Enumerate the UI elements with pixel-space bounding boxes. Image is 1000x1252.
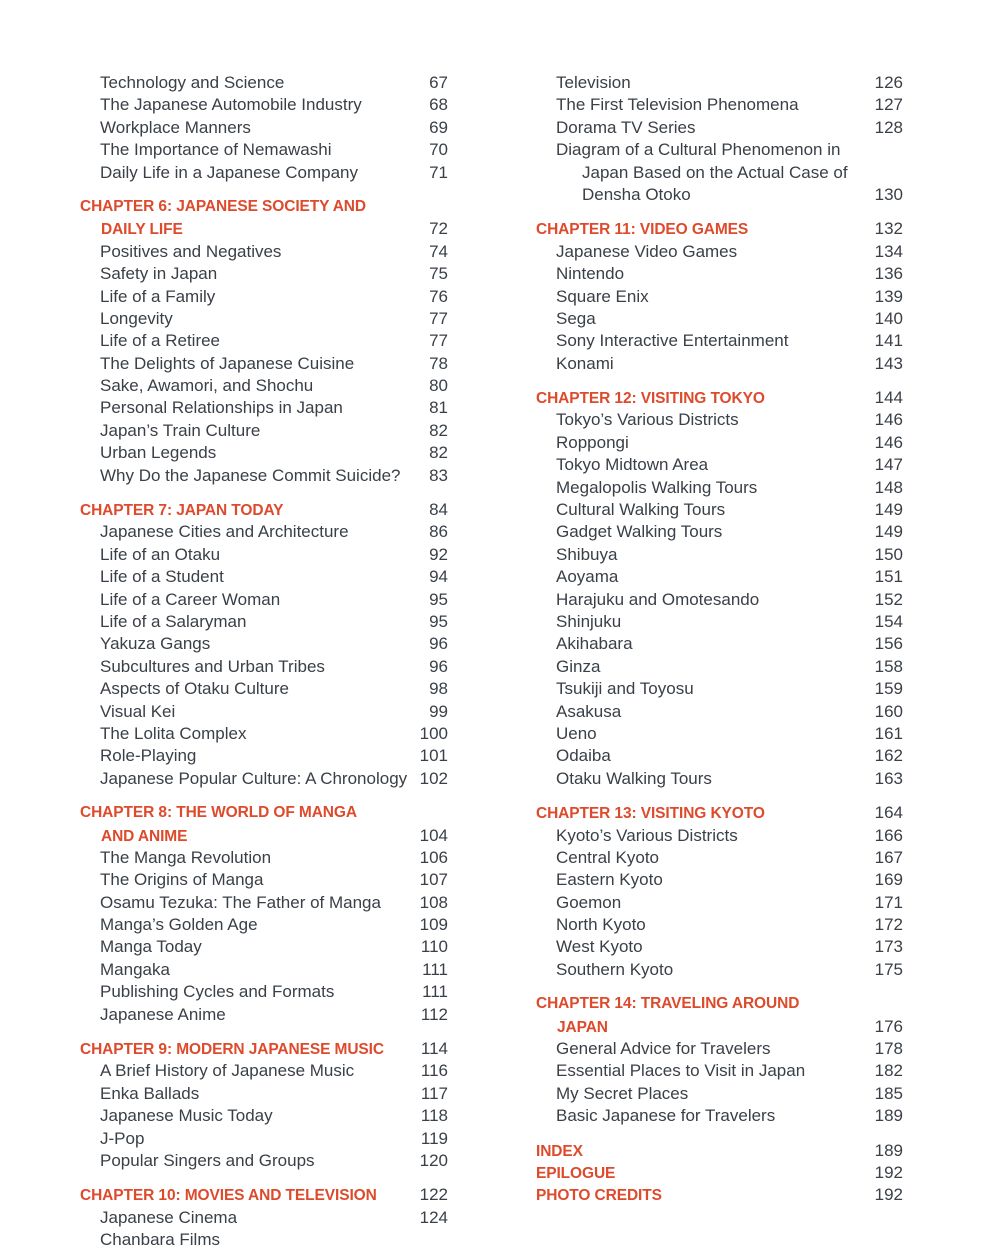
toc-chapter-heading [536,1162,903,1184]
toc-entry-label: Shinjuku [556,611,622,631]
toc-entry [536,409,903,431]
toc-entry [536,723,903,745]
toc-entry-label: Life of a Retiree [100,331,221,351]
toc-entry-label: Ginza [556,656,601,676]
toc-entry [80,566,448,588]
toc-page-number: 128 [874,117,903,137]
toc-chapter-label: EPILOGUE [536,1164,616,1182]
toc-entry [80,544,448,566]
toc-entry-label: The Lolita Complex [100,723,247,743]
toc-entry [536,869,903,891]
toc-page-number: 78 [429,353,448,373]
toc-chapter-label: JAPAN [557,1018,608,1036]
toc-entry-label: Harajuku and Omotesando [556,589,760,609]
toc-entry [80,1229,448,1251]
toc-entry [536,162,903,184]
toc-entry-label: Mangaka [100,959,170,979]
toc-page-number: 152 [874,589,903,609]
toc-chapter-heading [536,218,903,240]
toc-page-number: 95 [429,589,448,609]
toc-chapter-label: DAILY LIFE [101,221,183,239]
toc-entry [80,701,448,723]
toc-entry-label: Personal Relationships in Japan [100,398,343,418]
toc-entry [536,94,903,116]
toc-page-number: 144 [874,388,903,408]
toc-entry-label: Gadget Walking Tours [556,522,723,542]
toc-chapter-heading [536,1184,903,1206]
toc-chapter-label: CHAPTER 13: VISITING KYOTO [536,805,765,823]
toc-entry [80,914,448,936]
toc-entry-label: Life of a Student [100,567,224,587]
toc-entry-label: Tokyo Midtown Area [556,455,709,475]
toc-page-number: 143 [874,353,903,373]
toc-page-number: 75 [429,264,448,284]
toc-page-number: 151 [874,567,903,587]
toc-entry [80,892,448,914]
toc-entry [536,263,903,285]
toc-entry [536,566,903,588]
toc-page-number: 119 [420,1128,448,1148]
toc-page-number: 192 [874,1185,903,1205]
toc-entry [536,117,903,139]
toc-page-number: 124 [419,1207,448,1227]
toc-entry-label: The Manga Revolution [100,847,272,867]
toc-entry [80,465,448,487]
toc-entry [536,1083,903,1105]
toc-entry [536,286,903,308]
toc-entry-label: Longevity [100,308,173,328]
toc-entry-label: Goemon [556,892,622,912]
toc-entry [536,544,903,566]
toc-entry-label: Life of a Career Woman [100,589,281,609]
toc-entry-label: Osamu Tezuka: The Father of Manga [100,892,381,912]
toc-chapter-label: PHOTO CREDITS [536,1187,662,1205]
toc-entry-label: Tsukiji and Toyosu [556,679,694,699]
toc-page-number: 114 [420,1039,448,1059]
toc-page-number: 160 [874,701,903,721]
toc-page-number: 112 [420,1004,448,1024]
toc-entry [80,521,448,543]
toc-entry [536,768,903,790]
toc-chapter-label: CHAPTER 6: JAPANESE SOCIETY AND [80,197,366,215]
toc-entry-label: Japanese Cities and Architecture [100,522,349,542]
toc-entry [80,1105,448,1127]
toc-entry-label: Daily Life in a Japanese Company [100,162,358,182]
toc-entry [80,936,448,958]
toc-page-number: 172 [874,915,903,935]
toc-entry [80,162,448,184]
toc-page-number: 175 [874,959,903,979]
toc-entry [536,892,903,914]
toc-page-number: 82 [429,443,448,463]
toc-page-number: 176 [874,1016,903,1036]
toc-page-number: 71 [429,162,448,182]
toc-entry-label: Life of a Salaryman [100,611,247,631]
toc-page-number: 68 [429,95,448,115]
toc-page-number: 117 [420,1083,448,1103]
toc-page-number: 169 [874,870,903,890]
toc-chapter-label: INDEX [536,1142,583,1160]
toc-entry-label: Safety in Japan [100,264,218,284]
toc-entry [80,589,448,611]
toc-chapter-heading [80,802,448,824]
toc-page-number: 122 [419,1185,448,1205]
toc-entry [80,139,448,161]
toc-page-number: 146 [874,432,903,452]
toc-entry-label: Subcultures and Urban Tribes [100,656,325,676]
toc-entry [80,1004,448,1026]
toc-page-number: 104 [419,825,448,845]
toc-entry-label: Japanese Video Games [556,241,738,261]
toc-page-number: 147 [874,455,903,475]
toc-page-number: 132 [874,219,903,239]
toc-entry-label: Odaiba [556,746,611,766]
toc-page-number: 102 [419,768,448,788]
toc-page-number: 185 [874,1083,903,1103]
toc-entry-label: Japanese Music Today [100,1106,273,1126]
toc-page-number: 130 [874,184,903,204]
toc-column-left [80,72,448,1252]
toc-entry [536,745,903,767]
toc-page-number: 76 [429,286,448,306]
toc-entry [80,633,448,655]
toc-page-number: 182 [874,1061,903,1081]
toc-entry-label: Aspects of Otaku Culture [100,679,289,699]
toc-entry-label: West Kyoto [556,937,643,957]
toc-entry [536,308,903,330]
toc-page-number: 74 [429,241,448,261]
toc-page-number: 118 [420,1106,448,1126]
toc-page-number: 109 [419,915,448,935]
toc-entry-label: Enka Ballads [100,1083,200,1103]
toc-entry-label: General Advice for Travelers [556,1039,771,1059]
toc-entry [536,589,903,611]
toc-entry-label: Sega [556,308,596,328]
toc-entry [80,723,448,745]
toc-entry [536,1038,903,1060]
toc-chapter-label: CHAPTER 9: MODERN JAPANESE MUSIC [80,1041,384,1059]
toc-entry [80,1128,448,1150]
toc-entry [80,1207,448,1229]
toc-entry-label: Megalopolis Walking Tours [556,477,758,497]
toc-entry-label: Why Do the Japanese Commit Suicide? [100,465,401,485]
toc-entry-label: Technology and Science [100,73,285,92]
toc-page-number: 86 [429,522,448,542]
toc-entry [536,241,903,263]
toc-entry-label: Life of an Otaku [100,544,221,564]
toc-entry-label: Square Enix [556,286,649,306]
toc-page-number: 159 [874,679,903,699]
toc-entry-label: Densha Otoko [582,184,691,204]
toc-page-number: 173 [874,937,903,957]
toc-entry-label: The Importance of Nemawashi [100,140,332,160]
toc-entry-label: Diagram of a Cultural Phenomenon in [556,140,841,160]
toc-chapter-label: CHAPTER 12: VISITING TOKYO [536,390,765,408]
toc-entry-label: Basic Japanese for Travelers [556,1106,776,1126]
toc-entry [536,611,903,633]
toc-entry-label: Visual Kei [100,701,176,721]
toc-chapter-heading [80,825,448,847]
toc-entry-label: Television [556,73,631,92]
toc-page-number: 72 [429,219,448,239]
toc-entry-label: A Brief History of Japanese Music [100,1061,355,1081]
toc-page-number: 98 [429,679,448,699]
toc-entry [80,397,448,419]
toc-page-number: 178 [874,1039,903,1059]
toc-page-number: 95 [429,611,448,631]
toc-entry-label: Manga’s Golden Age [100,915,258,935]
toc-page-number: 140 [874,308,903,328]
toc-entry [80,117,448,139]
toc-page-number: 164 [874,803,903,823]
toc-entry-label: Konami [556,353,614,373]
toc-page-number: 192 [874,1162,903,1182]
toc-chapter-heading [80,499,448,521]
toc-entry-label: Yakuza Gangs [100,634,211,654]
toc-page-number: 100 [419,723,448,743]
toc-entry-label: J-Pop [100,1128,145,1148]
toc-entry-label: Role-Playing [100,746,197,766]
toc-page-number: 84 [429,500,448,520]
toc-column-right [536,72,903,1207]
toc-chapter-heading [80,1184,448,1206]
toc-page-number: 136 [874,264,903,284]
toc-entry-label: Japanese Popular Culture: A Chronology [100,768,408,788]
toc-page-number: 96 [429,634,448,654]
toc-chapter-label: CHAPTER 8: THE WORLD OF MANGA [80,804,357,822]
toc-entry-label: Ueno [556,723,597,743]
toc-page-number: 83 [429,465,448,485]
toc-entry-label: Kyoto’s Various Districts [556,825,738,845]
toc-page-number: 139 [874,286,903,306]
toc-page-number: 111 [422,982,448,1002]
toc-entry [80,768,448,790]
toc-page-number: 158 [874,656,903,676]
toc-chapter-heading [536,1016,903,1038]
toc-page-number: 167 [874,847,903,867]
toc-page-number: 146 [874,410,903,430]
toc-entry-label: Shibuya [556,544,618,564]
toc-entry [80,656,448,678]
toc-entry [80,442,448,464]
toc-page-number: 70 [429,140,448,160]
toc-entry-label: The Origins of Manga [100,870,264,890]
toc-entry [80,1150,448,1172]
toc-page-number: 149 [874,500,903,520]
toc-entry-label: Central Kyoto [556,847,659,867]
toc-entry [536,330,903,352]
toc-page-number: 82 [429,420,448,440]
toc-page-number: 163 [874,768,903,788]
toc-entry [80,330,448,352]
toc-entry-label: Japan Based on the Actual Case of [582,162,848,182]
toc-entry-label: My Secret Places [556,1083,689,1103]
toc-entry-label: Aoyama [556,567,619,587]
toc-entry-label: Workplace Manners [100,117,251,137]
toc-entry-label: Asakusa [556,701,622,721]
toc-page-number: 148 [874,477,903,497]
toc-entry [80,308,448,330]
toc-entry-label: Eastern Kyoto [556,870,663,890]
toc-page-number: 69 [429,117,448,137]
toc-entry-label: Sony Interactive Entertainment [556,331,789,351]
toc-entry [536,825,903,847]
toc-page-number: 126 [874,73,903,92]
toc-entry [80,286,448,308]
toc-entry [536,914,903,936]
toc-page-number: 94 [429,567,448,587]
toc-entry [536,139,903,161]
toc-entry [536,499,903,521]
toc-page-number: 166 [874,825,903,845]
toc-page-number: 81 [429,398,448,418]
toc-page-number: 171 [874,892,903,912]
toc-page-number: 156 [874,634,903,654]
toc-chapter-heading [80,218,448,240]
toc-chapter-heading [80,196,448,218]
toc-entry [80,611,448,633]
toc-entry [80,745,448,767]
toc-page-number: 80 [429,376,448,396]
toc-entry [536,1060,903,1082]
toc-page-number: 108 [419,892,448,912]
toc-entry [536,184,903,206]
toc-entry [536,1105,903,1127]
toc-entry-label: Urban Legends [100,443,217,463]
toc-chapter-label: CHAPTER 11: VIDEO GAMES [536,221,749,239]
toc-chapter-heading [536,1140,903,1162]
toc-entry-label: Southern Kyoto [556,959,674,979]
toc-entry [80,1083,448,1105]
toc-entry [536,633,903,655]
toc-entry-label: North Kyoto [556,915,646,935]
toc-page-number: 150 [874,544,903,564]
toc-entry [536,936,903,958]
toc-entry [80,847,448,869]
toc-entry [536,847,903,869]
toc-page-number: 189 [874,1106,903,1126]
toc-page-number: 127 [874,95,903,115]
toc-page-number: 111 [422,959,448,979]
toc-entry-label: Japanese Anime [100,1004,226,1024]
toc-entry [536,656,903,678]
toc-entry-label: Japan’s Train Culture [100,420,261,440]
toc-entry [536,959,903,981]
toc-entry-label: Chanbara Films [100,1230,220,1250]
toc-page-number: 110 [420,937,448,957]
toc-chapter-label: CHAPTER 10: MOVIES AND TELEVISION [80,1187,377,1205]
toc-entry [536,701,903,723]
toc-entry-label: The Japanese Automobile Industry [100,95,362,115]
toc-chapter-label: AND ANIME [101,827,188,845]
toc-chapter-heading [536,802,903,824]
toc-page-number: 101 [419,746,448,766]
toc-page-number: 120 [419,1150,448,1170]
toc-page-number: 141 [874,331,903,351]
toc-entry-label: Cultural Walking Tours [556,500,726,520]
toc-entry [80,869,448,891]
toc-entry [536,521,903,543]
toc-entry [80,241,448,263]
toc-entry-label: Roppongi [556,432,629,452]
toc-page-number: 77 [429,308,448,328]
toc-entry-label: Nintendo [556,264,625,284]
toc-page-number: 161 [874,723,903,743]
toc-entry-label: Akihabara [556,634,633,654]
toc-entry [536,432,903,454]
toc-page-number: 67 [429,73,448,92]
toc-page-number: 92 [429,544,448,564]
toc-entry-label: The Delights of Japanese Cuisine [100,353,355,373]
toc-entry-label: Popular Singers and Groups [100,1150,315,1170]
toc-entry-label: Dorama TV Series [556,117,696,137]
toc-page-number: 162 [874,746,903,766]
toc-entry-label: The First Television Phenomena [556,95,799,115]
toc-entry-label: Sake, Awamori, and Shochu [100,376,314,396]
toc-entry [536,72,903,94]
toc-entry [80,420,448,442]
toc-entry-label: Essential Places to Visit in Japan [556,1061,806,1081]
toc-page-number: 189 [874,1140,903,1160]
toc-page-number: 77 [429,331,448,351]
toc-page-number: 134 [874,241,903,261]
toc-page-number: 154 [874,611,903,631]
toc-chapter-label: CHAPTER 14: TRAVELING AROUND [536,995,800,1013]
toc-entry [536,477,903,499]
toc-entry-label: Tokyo’s Various Districts [556,410,739,430]
toc-page-number: 96 [429,656,448,676]
toc-entry [80,94,448,116]
toc-entry [80,353,448,375]
toc-page-number: 99 [429,701,448,721]
toc-entry-label: Otaku Walking Tours [556,768,712,788]
toc-entry-label: Positives and Negatives [100,241,282,261]
toc-entry [80,959,448,981]
toc-entry-label: Manga Today [100,937,202,957]
toc-chapter-heading [536,993,903,1015]
toc-entry [80,72,448,94]
toc-entry [80,1060,448,1082]
toc-entry-label: Life of a Family [100,286,216,306]
toc-page-number: 106 [419,847,448,867]
toc-entry [80,375,448,397]
toc-page-number: 107 [419,870,448,890]
toc-entry [536,353,903,375]
toc-page-number: 149 [874,522,903,542]
toc-entry-label: Publishing Cycles and Formats [100,982,335,1002]
toc-entry [80,981,448,1003]
toc-chapter-heading [536,387,903,409]
toc-chapter-label: CHAPTER 7: JAPAN TODAY [80,502,284,520]
toc-page-number: 116 [420,1061,448,1081]
toc-entry-label: Japanese Cinema [100,1207,238,1227]
toc-entry [80,678,448,700]
toc-entry [80,263,448,285]
toc-entry [536,454,903,476]
toc-chapter-heading [80,1038,448,1060]
toc-entry [536,678,903,700]
